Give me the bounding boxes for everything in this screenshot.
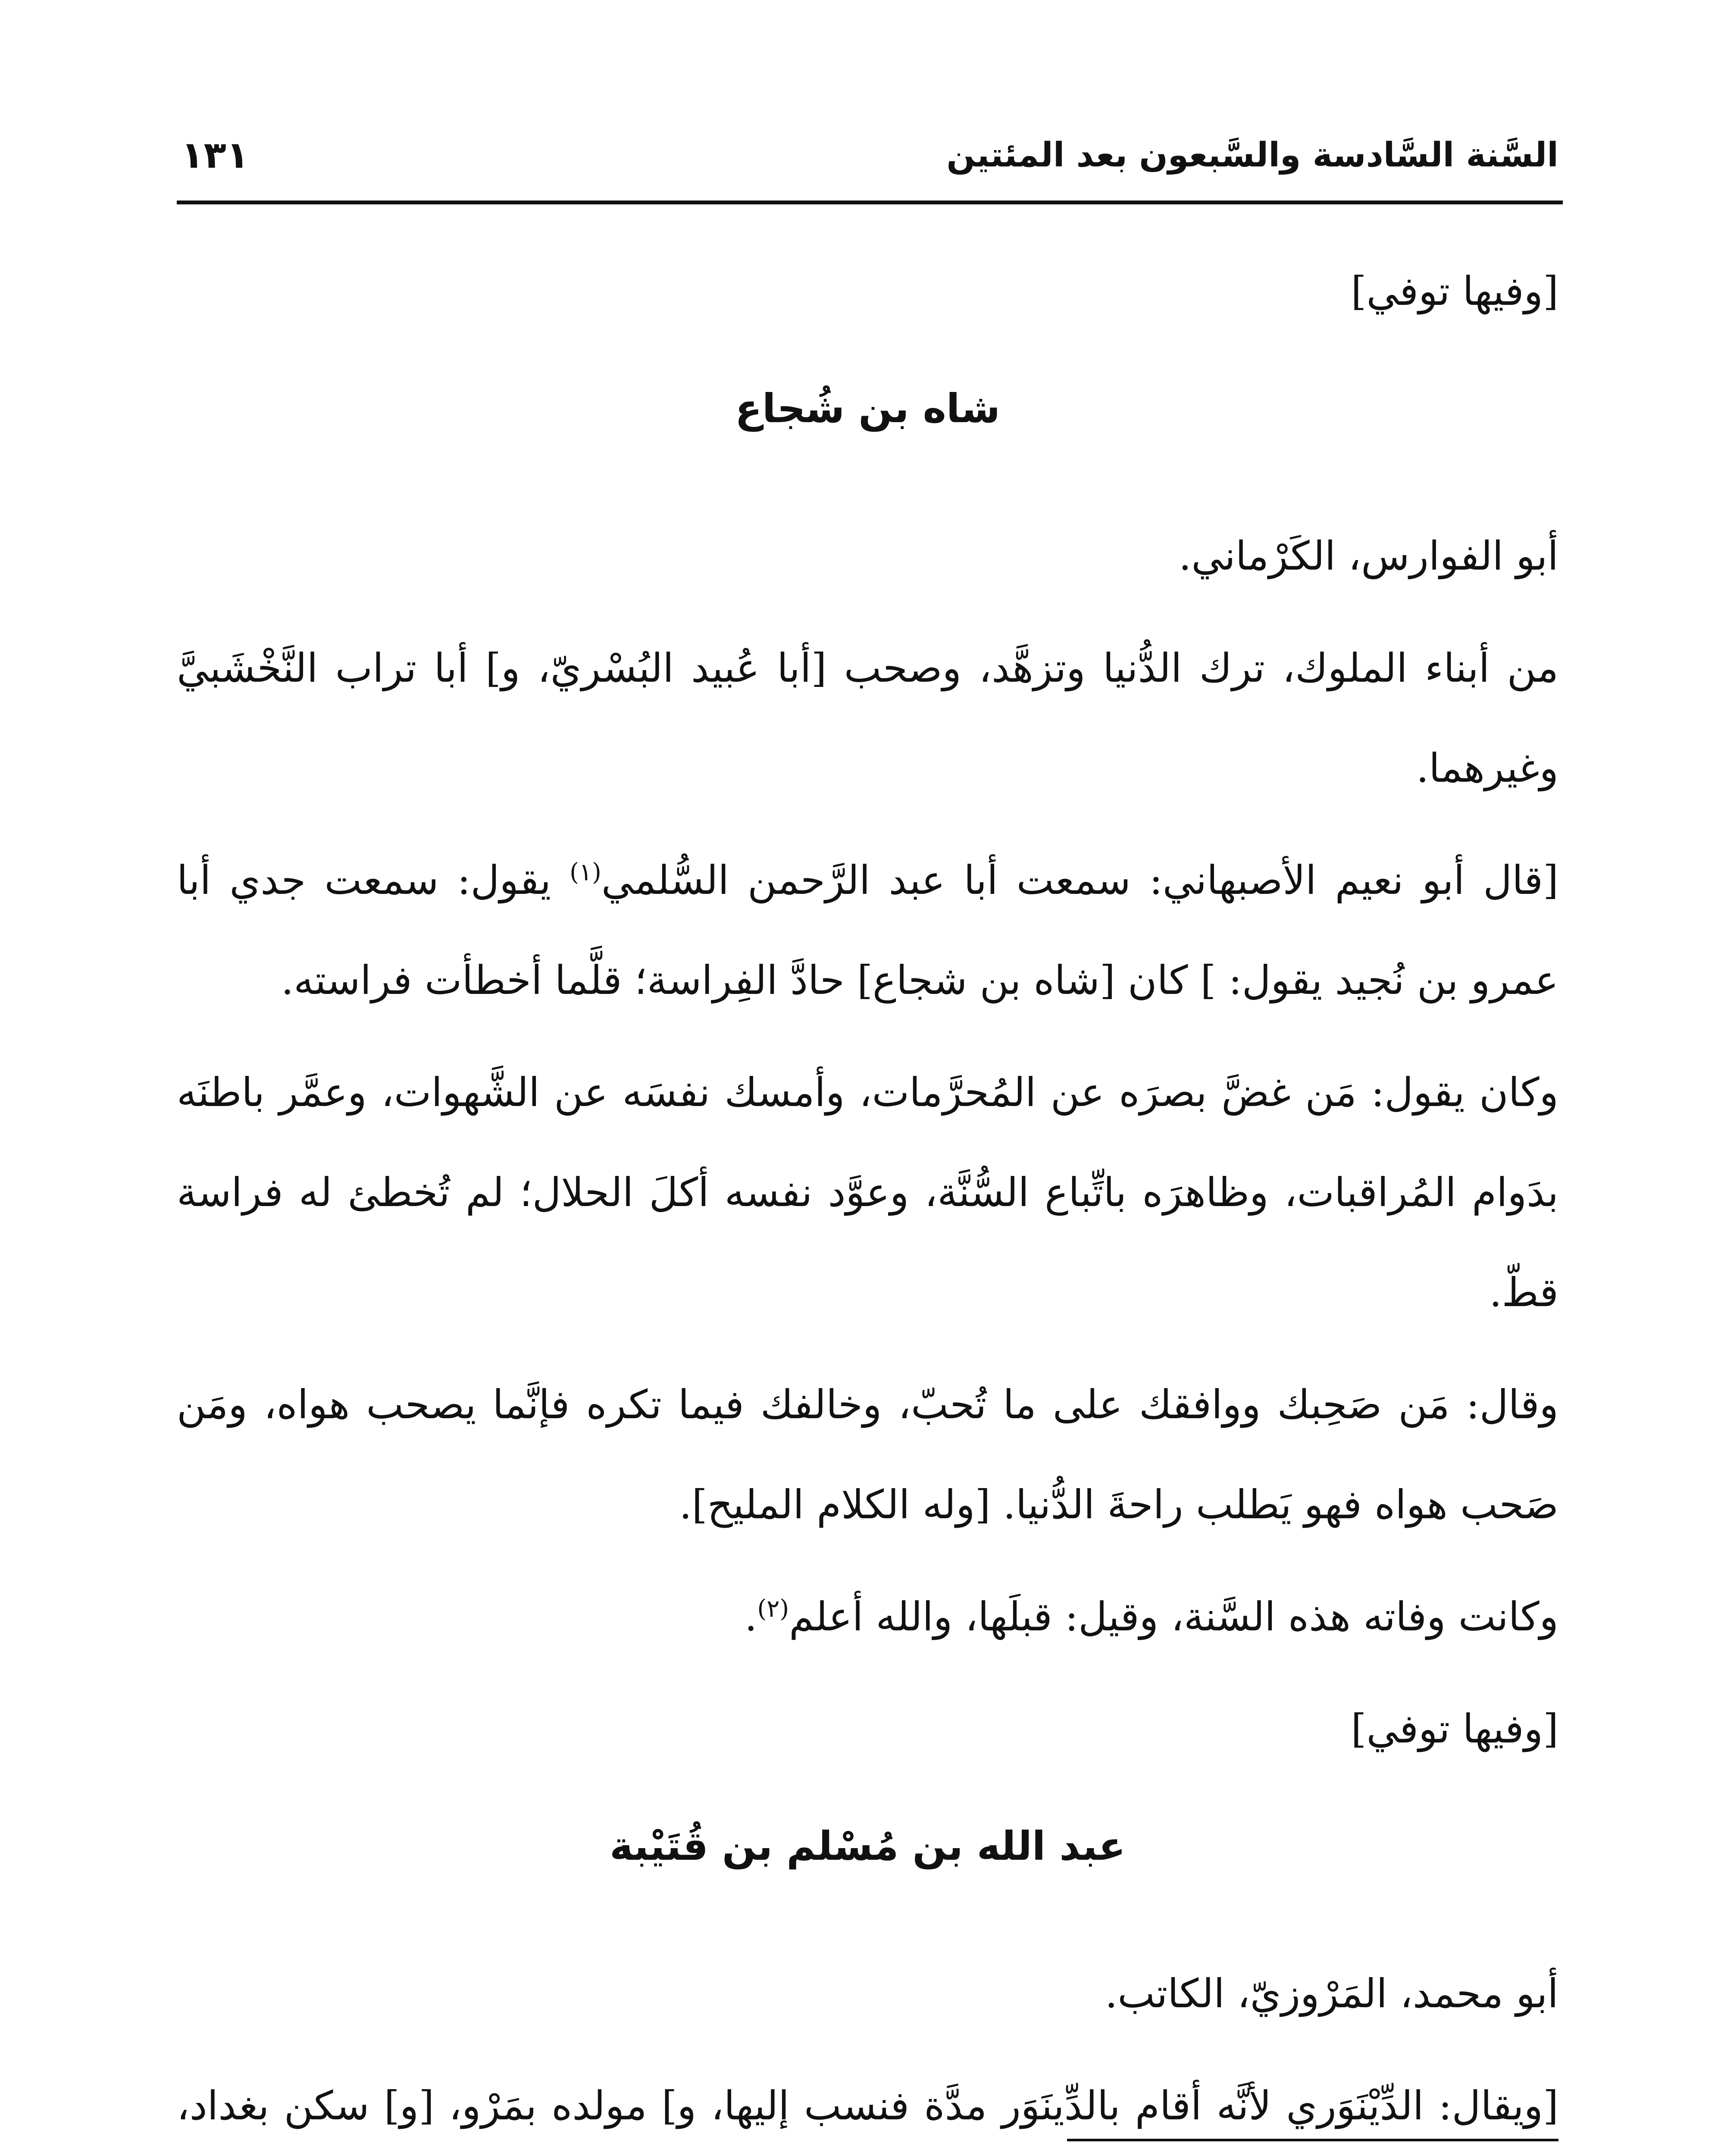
paragraph-text: يقول: سمعت جدي أبا عمرو بن نُجيد يقول: ] كان [شاه بن شجاع] حادَّ الفِراسة؛ قلَّما أخطأت فراسته. (177, 857, 1558, 1003)
paragraph (177, 1567, 1558, 1667)
section-intro: [وفيها توفي] (1351, 268, 1558, 314)
biography-heading-1: شاه بن شُجاع (735, 385, 1000, 432)
section-intro: [وفيها توفي] (1351, 1706, 1558, 1752)
paragraph-text: . (745, 1594, 757, 1640)
paragraph: أبو الفوارس، الكَرْماني. (1179, 533, 1558, 579)
paragraph: وقال: مَن صَحِبك ووافقك على ما تُحبّ، وخالفك فيما تكره فإنَّما يصحب هواه، ومَن صَحب هواه فهو يَطلب راحةَ الدُّنيا. [وله الكلام المليح]. (177, 1382, 1558, 1528)
running-title: السَّنة السَّادسة والسَّبعون بعد المئتين (946, 136, 1558, 175)
footnote-rule (1067, 2139, 1558, 2141)
main-text (177, 241, 1558, 2156)
paragraph: أبو محمد، المَرْوزيّ، الكاتب. (1105, 1971, 1558, 2017)
header-rule (177, 201, 1563, 204)
paragraph: [ويقال: الدِّيْنَوَري لأنَّه أقام بالدِّينَوَر مدَّة فنسب إليها، و] مولده بمَرْو، [و] سكن بغداد، (177, 2083, 1558, 2129)
biography-heading-2: عبد الله بن مُسْلم بن قُتَيْبة (610, 1823, 1126, 1869)
footnote-marker: (٢) (757, 1595, 789, 1623)
paragraph: وكان يقول: مَن غضَّ بصرَه عن المُحرَّمات، وأمسك نفسَه عن الشَّهوات، وعمَّر باطنَه بدَوام المُراقبات، وظاهرَه باتِّباع السُّنَّة، وعوَّد نفسه أكلَ الحلال؛ لم تُخطئ له فراسة قطّ. (177, 1069, 1558, 1316)
paragraph-text: وكانت وفاته هذه السَّنة، وقيل: قبلَها، والله أعلم (789, 1594, 1558, 1640)
page-header (181, 125, 1558, 185)
footnote-marker: (١) (570, 858, 601, 887)
paragraph-text: [قال أبو نعيم الأصبهاني: سمعت أبا عبد الرَّحمن السُّلمي (601, 857, 1558, 903)
paragraph (177, 830, 1558, 1031)
page-number: ١٣١ (181, 134, 249, 177)
paragraph: من أبناء الملوك، ترك الدُّنيا وتزهَّد، وصحب [أبا عُبيد البُسْريّ، و] أبا تراب النَّخْشَبيَّ وغيرهما. (177, 645, 1558, 791)
